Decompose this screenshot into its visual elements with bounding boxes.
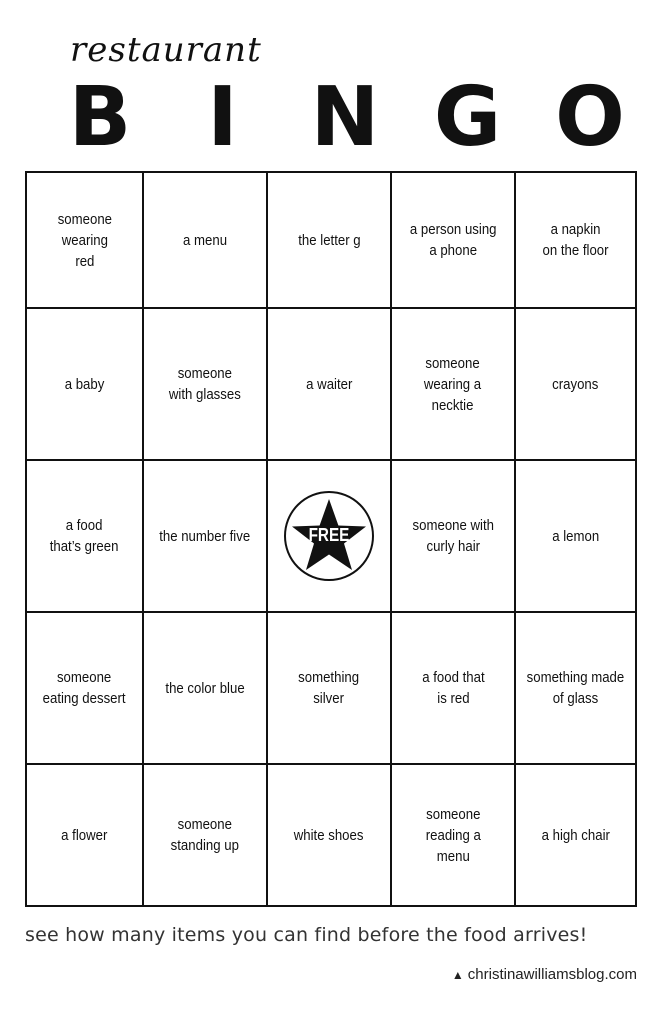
cell-label: a menu xyxy=(182,231,228,249)
cell-label: the number five xyxy=(159,527,251,545)
free-badge xyxy=(284,491,374,581)
bingo-cell[interactable] xyxy=(268,309,392,461)
bingo-cell[interactable] xyxy=(27,765,144,907)
bingo-title xyxy=(60,70,630,165)
tagline: see how many items you can find before the food arrives! xyxy=(25,924,588,946)
bingo-cell[interactable] xyxy=(516,173,637,309)
bingo-cell[interactable] xyxy=(516,765,637,907)
cell-label: crayons xyxy=(552,375,599,393)
letter-b: B xyxy=(68,70,132,165)
cell-label: something silver xyxy=(298,669,360,707)
bingo-cell[interactable] xyxy=(27,461,144,613)
bingo-cell[interactable] xyxy=(392,613,516,765)
cell-label: someone wearing a necktie xyxy=(424,354,482,414)
cell-label: a food that is red xyxy=(421,669,485,707)
bingo-cell[interactable] xyxy=(27,173,144,309)
bingo-cell[interactable] xyxy=(144,461,268,613)
letter-i: I xyxy=(207,70,238,165)
cell-label: a waiter xyxy=(305,375,353,393)
credit xyxy=(452,966,637,983)
bingo-cell[interactable] xyxy=(268,613,392,765)
letter-n: N xyxy=(310,70,380,165)
cell-label: a high chair xyxy=(541,826,610,844)
cell-label: a baby xyxy=(64,375,105,393)
bingo-cell[interactable] xyxy=(268,765,392,907)
bingo-cell[interactable] xyxy=(268,173,392,309)
cell-label: someone with curly hair xyxy=(412,517,494,555)
bingo-cell[interactable] xyxy=(392,461,516,613)
triangle-icon: ▲ xyxy=(451,968,464,982)
cell-label: someone with glasses xyxy=(169,365,241,403)
cell-label: a person using a phone xyxy=(409,221,497,259)
cell-label: someone reading a menu xyxy=(425,805,481,865)
free-label: FREE xyxy=(308,525,350,545)
letter-o: O xyxy=(555,70,625,165)
bingo-cell[interactable] xyxy=(392,309,516,461)
cell-label: a lemon xyxy=(552,527,599,545)
credit-url: christinawilliamsblog.com xyxy=(467,966,637,983)
bingo-cell[interactable] xyxy=(144,173,268,309)
bingo-cell[interactable] xyxy=(516,613,637,765)
free-space-cell[interactable] xyxy=(268,461,392,613)
bingo-cell[interactable] xyxy=(144,309,268,461)
bingo-cell[interactable] xyxy=(392,765,516,907)
bingo-cell[interactable] xyxy=(144,765,268,907)
cell-label: a food that’s green xyxy=(50,517,119,555)
bingo-cell[interactable] xyxy=(27,309,144,461)
cell-label: someone eating dessert xyxy=(43,669,126,707)
bingo-cell[interactable] xyxy=(516,309,637,461)
cell-label: a flower xyxy=(61,826,108,844)
cell-label: white shoes xyxy=(294,826,364,844)
bingo-cell[interactable] xyxy=(27,613,144,765)
bingo-cell[interactable] xyxy=(516,461,637,613)
cell-label: the letter g xyxy=(297,231,361,249)
letter-g: G xyxy=(433,70,502,165)
bingo-cell[interactable] xyxy=(392,173,516,309)
cell-label: the color blue xyxy=(165,679,245,697)
bingo-cell[interactable] xyxy=(144,613,268,765)
cell-label: someone standing up xyxy=(170,816,240,854)
cell-label: someone wearing red xyxy=(57,210,112,270)
cell-label: something made of glass xyxy=(526,669,625,707)
bingo-grid xyxy=(25,171,637,907)
cell-label: a napkin on the floor xyxy=(542,221,609,259)
subtitle: restaurant xyxy=(70,30,262,70)
